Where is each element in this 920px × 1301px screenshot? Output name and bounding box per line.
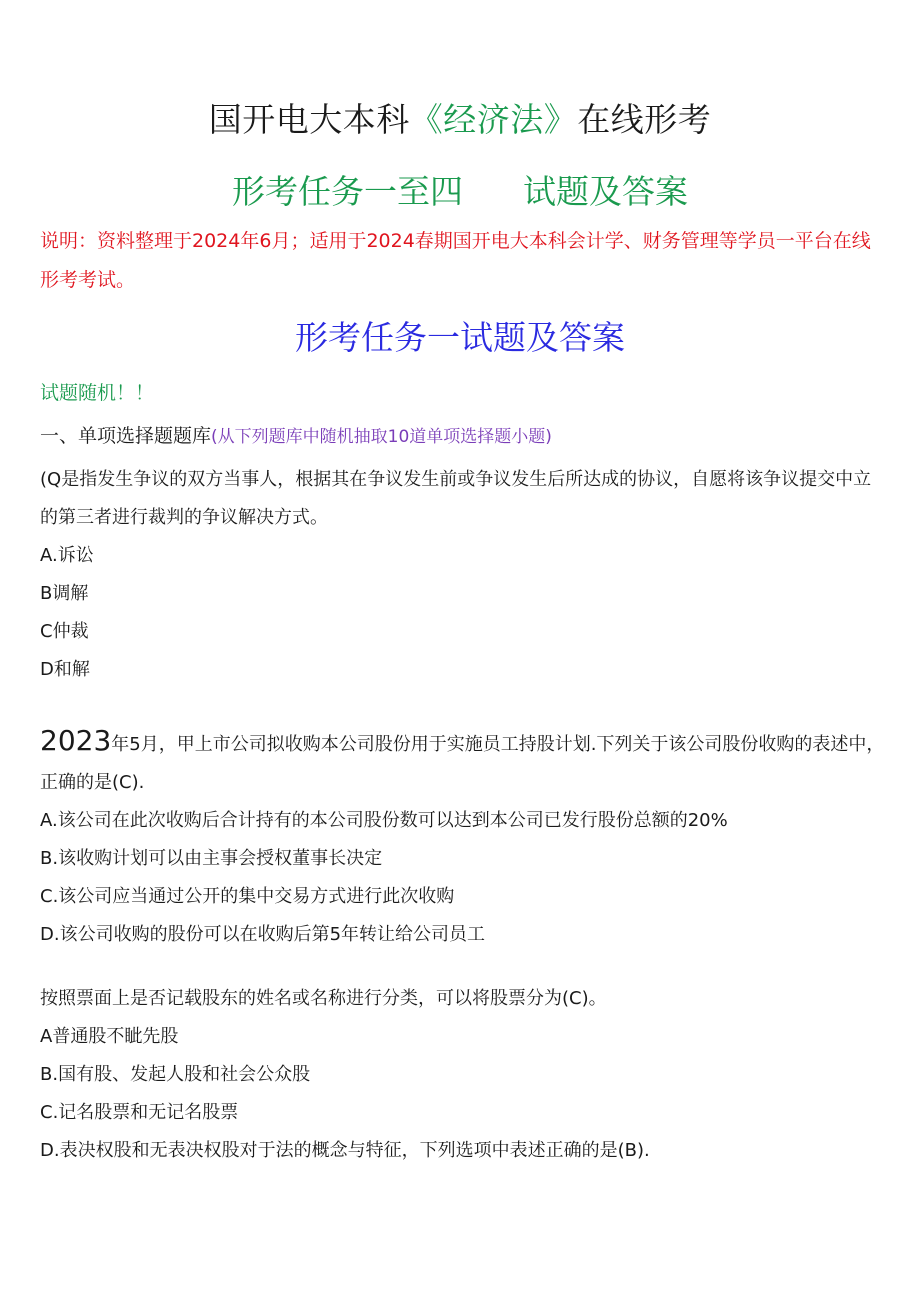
section-note: (从下列题库中随机抽取10道单项选择题小题) xyxy=(211,427,552,447)
subtitle-left: 形考任务一至四 xyxy=(232,172,463,211)
question-year: 2023 xyxy=(40,724,112,757)
document-title xyxy=(0,96,920,144)
section-heading xyxy=(40,421,552,452)
option-a: A普通股不眦先股 xyxy=(40,1026,179,1047)
option-a: A.诉讼 xyxy=(40,545,94,566)
description-note: 说明：资料整理于2024年6月；适用于2024春期国开电大本科会计学、财务管理等学员一平台在线形考考试。 xyxy=(40,230,871,291)
option-a: A.该公司在此次收购后合计持有的本公司股份数可以达到本公司已发行股份总额的20% xyxy=(40,810,728,831)
title-suffix: 在线形考 xyxy=(577,100,712,139)
question-2 xyxy=(40,722,885,954)
question-1 xyxy=(40,461,885,689)
option-d: D.该公司收购的股份可以在收购后第5年转让给公司员工 xyxy=(40,924,486,945)
question-stem: 按照票面上是否记载股东的姓名或名称进行分类，可以将股票分为(C)。 xyxy=(40,988,607,1009)
question-stem: (Q是指发生争议的双方当事人，根据其在争议发生前或争议发生后所达成的协议，自愿将该争议提交中立的第三者进行裁判的争议解决方式。 xyxy=(40,469,872,528)
random-note: 试题随机！！ xyxy=(40,382,155,404)
section-title: 一、单项选择题题库 xyxy=(40,425,212,447)
task-heading: 形考任务一试题及答案 xyxy=(295,318,625,357)
option-c: C.该公司应当通过公开的集中交易方式进行此次收购 xyxy=(40,886,455,907)
option-d: D和解 xyxy=(40,659,90,680)
option-b: B.国有股、发起人股和社会公众股 xyxy=(40,1064,311,1085)
title-course: 《经济法》 xyxy=(409,100,578,139)
question-stem-text: 年5月，甲上市公司拟收购本公司股份用于实施员工持股计划.下列关于该公司股份收购的表述中，正确的是(C). xyxy=(40,734,885,793)
option-b: B.该收购计划可以由主事会授权董事长决定 xyxy=(40,848,383,869)
subtitle-right: 试题及答案 xyxy=(523,172,688,211)
option-d: D.表决权股和无表决权股对于法的概念与特征，下列选项中表述正确的是(B). xyxy=(40,1140,650,1161)
option-c: C.记名股票和无记名股票 xyxy=(40,1102,239,1123)
option-c: C仲裁 xyxy=(40,621,89,642)
question-3 xyxy=(40,980,885,1170)
document-subtitle xyxy=(0,168,920,216)
question-stem xyxy=(40,722,885,802)
title-prefix: 国开电大本科 xyxy=(208,100,410,139)
option-b: B调解 xyxy=(40,583,89,604)
